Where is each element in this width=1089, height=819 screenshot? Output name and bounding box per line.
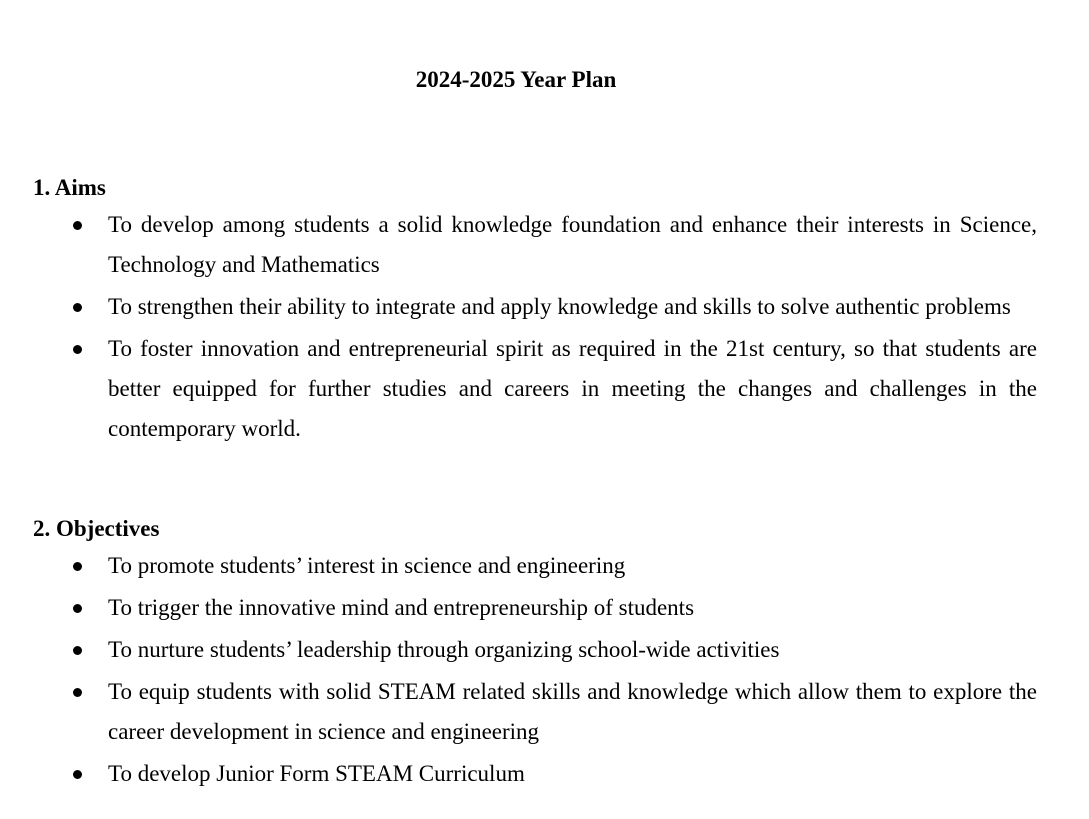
list-item — [0, 630, 1037, 670]
list-item — [0, 329, 1037, 449]
list-item — [0, 205, 1037, 285]
list-item-text: To equip students with solid STEAM related skills and knowledge which allow them to explore the career development in science and engineering — [108, 679, 1037, 744]
bullet-icon — [73, 688, 82, 697]
list-item — [0, 754, 1037, 794]
list-item — [0, 588, 1037, 628]
bullet-icon — [73, 303, 82, 312]
list-item-text: To nurture students’ leadership through organizing school-wide activities — [108, 637, 780, 662]
bullet-icon — [73, 604, 82, 613]
bullet-icon — [73, 562, 82, 571]
list-item-text: To strengthen their ability to integrate and apply knowledge and skills to solve authentic problems — [108, 294, 1011, 319]
list-item-text: To trigger the innovative mind and entrepreneurship of students — [108, 595, 695, 620]
list-item — [0, 672, 1037, 752]
objectives-list — [0, 546, 1089, 796]
bullet-icon — [73, 221, 82, 230]
list-item-text: To foster innovation and entrepreneurial spirit as required in the 21st century, so that students are better equipped for further studies and careers in meeting the changes and challenges in the contemporary world. — [108, 336, 1037, 441]
list-item — [0, 546, 1037, 586]
list-item-text: To develop among students a solid knowledge foundation and enhance their interests in Science, Technology and Mathematics — [108, 212, 1037, 277]
document-title: 2024-2025 Year Plan — [415, 67, 617, 92]
section-heading-aims: 1. Aims — [33, 175, 106, 200]
list-item-text: To promote students’ interest in science and engineering — [108, 553, 626, 578]
bullet-icon — [73, 646, 82, 655]
bullet-icon — [73, 345, 82, 354]
section-heading-objectives: 2. Objectives — [33, 516, 160, 541]
bullet-icon — [73, 770, 82, 779]
list-item — [0, 287, 1037, 327]
list-item-text: To develop Junior Form STEAM Curriculum — [108, 761, 525, 786]
aims-list — [0, 205, 1089, 451]
